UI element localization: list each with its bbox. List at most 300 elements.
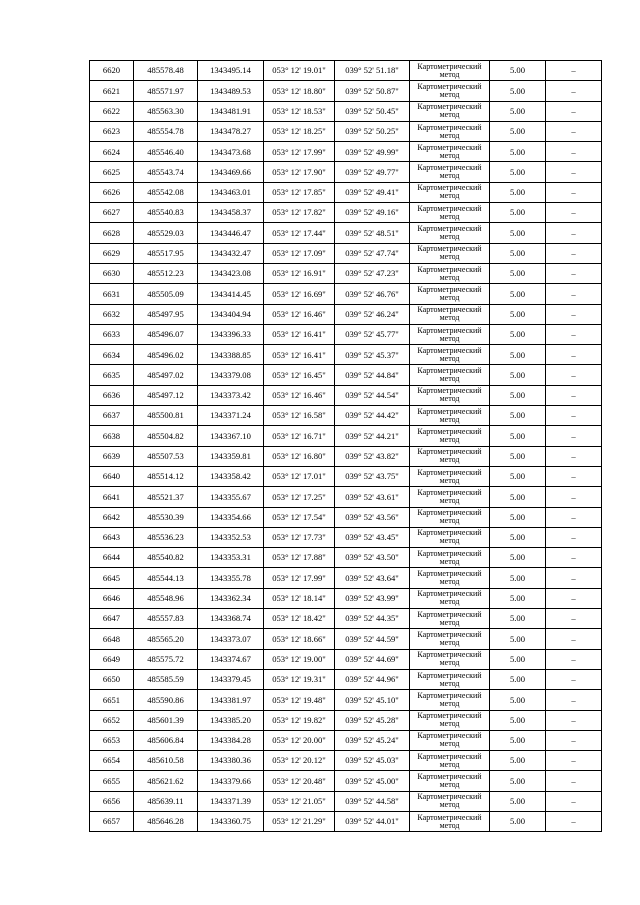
table-row [90, 548, 602, 568]
point-number-cell: 6646 [90, 588, 134, 608]
longitude-cell: 039° 52' 44.58" [335, 791, 410, 811]
longitude-cell: 039° 52' 45.24" [335, 730, 410, 750]
longitude-cell: 039° 52' 49.16" [335, 203, 410, 223]
point-number-cell: 6626 [90, 182, 134, 202]
longitude-cell: 039° 52' 44.35" [335, 609, 410, 629]
accuracy-cell: 5.00 [490, 548, 546, 568]
note-cell: – [546, 223, 602, 243]
note-cell: – [546, 649, 602, 669]
point-number-cell: 6624 [90, 142, 134, 162]
accuracy-cell: 5.00 [490, 61, 546, 81]
note-cell: – [546, 243, 602, 263]
coordinates-table [89, 60, 602, 832]
x-coordinate-cell: 485575.72 [134, 649, 198, 669]
x-coordinate-cell: 485557.83 [134, 609, 198, 629]
note-cell: – [546, 588, 602, 608]
x-coordinate-cell: 485517.95 [134, 243, 198, 263]
latitude-cell: 053° 12' 19.48" [264, 690, 335, 710]
note-cell: – [546, 345, 602, 365]
point-number-cell: 6651 [90, 690, 134, 710]
latitude-cell: 053° 12' 16.91" [264, 263, 335, 283]
longitude-cell: 039° 52' 45.77" [335, 324, 410, 344]
table-row [90, 385, 602, 405]
accuracy-cell: 5.00 [490, 466, 546, 486]
point-number-cell: 6657 [90, 811, 134, 831]
method-cell: Картометрический метод [410, 487, 490, 507]
table-row [90, 203, 602, 223]
x-coordinate-cell: 485504.82 [134, 426, 198, 446]
latitude-cell: 053° 12' 17.73" [264, 527, 335, 547]
note-cell: – [546, 182, 602, 202]
latitude-cell: 053° 12' 16.71" [264, 426, 335, 446]
accuracy-cell: 5.00 [490, 751, 546, 771]
y-coordinate-cell: 1343352.53 [198, 527, 264, 547]
note-cell: – [546, 121, 602, 141]
table-row [90, 811, 602, 831]
x-coordinate-cell: 485554.78 [134, 121, 198, 141]
longitude-cell: 039° 52' 49.77" [335, 162, 410, 182]
accuracy-cell: 5.00 [490, 811, 546, 831]
latitude-cell: 053° 12' 21.29" [264, 811, 335, 831]
method-cell: Картометрический метод [410, 182, 490, 202]
y-coordinate-cell: 1343354.66 [198, 507, 264, 527]
note-cell: – [546, 487, 602, 507]
point-number-cell: 6622 [90, 101, 134, 121]
accuracy-cell: 5.00 [490, 507, 546, 527]
latitude-cell: 053° 12' 16.46" [264, 385, 335, 405]
latitude-cell: 053° 12' 17.85" [264, 182, 335, 202]
latitude-cell: 053° 12' 16.41" [264, 324, 335, 344]
y-coordinate-cell: 1343404.94 [198, 304, 264, 324]
y-coordinate-cell: 1343371.39 [198, 791, 264, 811]
note-cell: – [546, 609, 602, 629]
table-row [90, 771, 602, 791]
longitude-cell: 039° 52' 49.41" [335, 182, 410, 202]
accuracy-cell: 5.00 [490, 345, 546, 365]
note-cell: – [546, 426, 602, 446]
point-number-cell: 6654 [90, 751, 134, 771]
table-row [90, 223, 602, 243]
method-cell: Картометрический метод [410, 324, 490, 344]
method-cell: Картометрический метод [410, 629, 490, 649]
method-cell: Картометрический метод [410, 649, 490, 669]
accuracy-cell: 5.00 [490, 263, 546, 283]
latitude-cell: 053° 12' 20.00" [264, 730, 335, 750]
y-coordinate-cell: 1343373.07 [198, 629, 264, 649]
y-coordinate-cell: 1343495.14 [198, 61, 264, 81]
method-cell: Картометрический метод [410, 61, 490, 81]
y-coordinate-cell: 1343388.85 [198, 345, 264, 365]
accuracy-cell: 5.00 [490, 121, 546, 141]
y-coordinate-cell: 1343379.08 [198, 365, 264, 385]
y-coordinate-cell: 1343367.10 [198, 426, 264, 446]
note-cell: – [546, 791, 602, 811]
longitude-cell: 039° 52' 43.64" [335, 568, 410, 588]
longitude-cell: 039° 52' 44.42" [335, 406, 410, 426]
x-coordinate-cell: 485514.12 [134, 466, 198, 486]
table-row [90, 446, 602, 466]
accuracy-cell: 5.00 [490, 649, 546, 669]
x-coordinate-cell: 485496.02 [134, 345, 198, 365]
longitude-cell: 039° 52' 49.99" [335, 142, 410, 162]
point-number-cell: 6621 [90, 81, 134, 101]
y-coordinate-cell: 1343458.37 [198, 203, 264, 223]
table-row [90, 324, 602, 344]
accuracy-cell: 5.00 [490, 365, 546, 385]
accuracy-cell: 5.00 [490, 426, 546, 446]
note-cell: – [546, 142, 602, 162]
method-cell: Картометрический метод [410, 527, 490, 547]
y-coordinate-cell: 1343384.28 [198, 730, 264, 750]
method-cell: Картометрический метод [410, 690, 490, 710]
longitude-cell: 039° 52' 48.51" [335, 223, 410, 243]
latitude-cell: 053° 12' 18.25" [264, 121, 335, 141]
accuracy-cell: 5.00 [490, 304, 546, 324]
latitude-cell: 053° 12' 16.41" [264, 345, 335, 365]
method-cell: Картометрический метод [410, 263, 490, 283]
point-number-cell: 6633 [90, 324, 134, 344]
x-coordinate-cell: 485507.53 [134, 446, 198, 466]
latitude-cell: 053° 12' 20.12" [264, 751, 335, 771]
method-cell: Картометрический метод [410, 751, 490, 771]
latitude-cell: 053° 12' 18.14" [264, 588, 335, 608]
accuracy-cell: 5.00 [490, 588, 546, 608]
y-coordinate-cell: 1343353.31 [198, 548, 264, 568]
longitude-cell: 039° 52' 45.28" [335, 710, 410, 730]
point-number-cell: 6653 [90, 730, 134, 750]
y-coordinate-cell: 1343385.20 [198, 710, 264, 730]
point-number-cell: 6629 [90, 243, 134, 263]
method-cell: Картометрический метод [410, 243, 490, 263]
table-row [90, 791, 602, 811]
latitude-cell: 053° 12' 19.01" [264, 61, 335, 81]
latitude-cell: 053° 12' 17.99" [264, 568, 335, 588]
note-cell: – [546, 710, 602, 730]
table-body [90, 61, 602, 832]
point-number-cell: 6632 [90, 304, 134, 324]
method-cell: Картометрический метод [410, 203, 490, 223]
latitude-cell: 053° 12' 18.53" [264, 101, 335, 121]
point-number-cell: 6645 [90, 568, 134, 588]
x-coordinate-cell: 485497.95 [134, 304, 198, 324]
table-row [90, 609, 602, 629]
method-cell: Картометрический метод [410, 548, 490, 568]
longitude-cell: 039° 52' 44.96" [335, 669, 410, 689]
y-coordinate-cell: 1343463.01 [198, 182, 264, 202]
note-cell: – [546, 568, 602, 588]
x-coordinate-cell: 485497.02 [134, 365, 198, 385]
accuracy-cell: 5.00 [490, 81, 546, 101]
method-cell: Картометрический метод [410, 669, 490, 689]
longitude-cell: 039° 52' 44.84" [335, 365, 410, 385]
table-row [90, 507, 602, 527]
method-cell: Картометрический метод [410, 304, 490, 324]
note-cell: – [546, 203, 602, 223]
latitude-cell: 053° 12' 20.48" [264, 771, 335, 791]
latitude-cell: 053° 12' 19.00" [264, 649, 335, 669]
accuracy-cell: 5.00 [490, 182, 546, 202]
accuracy-cell: 5.00 [490, 446, 546, 466]
x-coordinate-cell: 485590.86 [134, 690, 198, 710]
x-coordinate-cell: 485563.30 [134, 101, 198, 121]
table-row [90, 365, 602, 385]
note-cell: – [546, 466, 602, 486]
accuracy-cell: 5.00 [490, 791, 546, 811]
note-cell: – [546, 406, 602, 426]
point-number-cell: 6650 [90, 669, 134, 689]
note-cell: – [546, 101, 602, 121]
longitude-cell: 039° 52' 44.69" [335, 649, 410, 669]
method-cell: Картометрический метод [410, 223, 490, 243]
x-coordinate-cell: 485610.58 [134, 751, 198, 771]
point-number-cell: 6638 [90, 426, 134, 446]
note-cell: – [546, 162, 602, 182]
latitude-cell: 053° 12' 17.88" [264, 548, 335, 568]
note-cell: – [546, 811, 602, 831]
note-cell: – [546, 81, 602, 101]
method-cell: Картометрический метод [410, 507, 490, 527]
note-cell: – [546, 284, 602, 304]
note-cell: – [546, 263, 602, 283]
y-coordinate-cell: 1343396.33 [198, 324, 264, 344]
method-cell: Картометрический метод [410, 162, 490, 182]
table-row [90, 162, 602, 182]
method-cell: Картометрический метод [410, 466, 490, 486]
point-number-cell: 6630 [90, 263, 134, 283]
x-coordinate-cell: 485544.13 [134, 568, 198, 588]
longitude-cell: 039° 52' 46.76" [335, 284, 410, 304]
table-row [90, 81, 602, 101]
longitude-cell: 039° 52' 43.82" [335, 446, 410, 466]
table-row [90, 710, 602, 730]
table-row [90, 588, 602, 608]
table-row [90, 527, 602, 547]
y-coordinate-cell: 1343355.78 [198, 568, 264, 588]
accuracy-cell: 5.00 [490, 406, 546, 426]
method-cell: Картометрический метод [410, 142, 490, 162]
method-cell: Картометрический метод [410, 121, 490, 141]
note-cell: – [546, 771, 602, 791]
x-coordinate-cell: 485521.37 [134, 487, 198, 507]
point-number-cell: 6647 [90, 609, 134, 629]
accuracy-cell: 5.00 [490, 609, 546, 629]
accuracy-cell: 5.00 [490, 527, 546, 547]
table-row [90, 284, 602, 304]
method-cell: Картометрический метод [410, 284, 490, 304]
table-row [90, 690, 602, 710]
y-coordinate-cell: 1343469.66 [198, 162, 264, 182]
table-row [90, 243, 602, 263]
point-number-cell: 6640 [90, 466, 134, 486]
x-coordinate-cell: 485548.96 [134, 588, 198, 608]
method-cell: Картометрический метод [410, 568, 490, 588]
y-coordinate-cell: 1343478.27 [198, 121, 264, 141]
latitude-cell: 053° 12' 17.25" [264, 487, 335, 507]
table-row [90, 61, 602, 81]
longitude-cell: 039° 52' 44.59" [335, 629, 410, 649]
x-coordinate-cell: 485578.48 [134, 61, 198, 81]
y-coordinate-cell: 1343371.24 [198, 406, 264, 426]
point-number-cell: 6627 [90, 203, 134, 223]
method-cell: Картометрический метод [410, 426, 490, 446]
x-coordinate-cell: 485496.07 [134, 324, 198, 344]
point-number-cell: 6623 [90, 121, 134, 141]
latitude-cell: 053° 12' 16.80" [264, 446, 335, 466]
x-coordinate-cell: 485540.82 [134, 548, 198, 568]
table-row [90, 304, 602, 324]
accuracy-cell: 5.00 [490, 324, 546, 344]
point-number-cell: 6620 [90, 61, 134, 81]
note-cell: – [546, 730, 602, 750]
x-coordinate-cell: 485530.39 [134, 507, 198, 527]
latitude-cell: 053° 12' 16.46" [264, 304, 335, 324]
longitude-cell: 039° 52' 43.75" [335, 466, 410, 486]
point-number-cell: 6637 [90, 406, 134, 426]
method-cell: Картометрический метод [410, 406, 490, 426]
point-number-cell: 6655 [90, 771, 134, 791]
table-row [90, 426, 602, 446]
accuracy-cell: 5.00 [490, 243, 546, 263]
y-coordinate-cell: 1343360.75 [198, 811, 264, 831]
note-cell: – [546, 690, 602, 710]
longitude-cell: 039° 52' 47.74" [335, 243, 410, 263]
x-coordinate-cell: 485500.81 [134, 406, 198, 426]
accuracy-cell: 5.00 [490, 487, 546, 507]
longitude-cell: 039° 52' 43.61" [335, 487, 410, 507]
longitude-cell: 039° 52' 50.25" [335, 121, 410, 141]
point-number-cell: 6625 [90, 162, 134, 182]
method-cell: Картометрический метод [410, 791, 490, 811]
accuracy-cell: 5.00 [490, 669, 546, 689]
note-cell: – [546, 365, 602, 385]
x-coordinate-cell: 485540.83 [134, 203, 198, 223]
accuracy-cell: 5.00 [490, 385, 546, 405]
y-coordinate-cell: 1343489.53 [198, 81, 264, 101]
point-number-cell: 6652 [90, 710, 134, 730]
note-cell: – [546, 324, 602, 344]
latitude-cell: 053° 12' 16.58" [264, 406, 335, 426]
table-row [90, 345, 602, 365]
longitude-cell: 039° 52' 50.45" [335, 101, 410, 121]
accuracy-cell: 5.00 [490, 771, 546, 791]
x-coordinate-cell: 485646.28 [134, 811, 198, 831]
latitude-cell: 053° 12' 17.01" [264, 466, 335, 486]
accuracy-cell: 5.00 [490, 101, 546, 121]
y-coordinate-cell: 1343481.91 [198, 101, 264, 121]
note-cell: – [546, 669, 602, 689]
method-cell: Картометрический метод [410, 345, 490, 365]
latitude-cell: 053° 12' 17.99" [264, 142, 335, 162]
table-row [90, 142, 602, 162]
x-coordinate-cell: 485505.09 [134, 284, 198, 304]
y-coordinate-cell: 1343432.47 [198, 243, 264, 263]
latitude-cell: 053° 12' 16.69" [264, 284, 335, 304]
x-coordinate-cell: 485542.08 [134, 182, 198, 202]
longitude-cell: 039° 52' 43.56" [335, 507, 410, 527]
point-number-cell: 6631 [90, 284, 134, 304]
y-coordinate-cell: 1343373.42 [198, 385, 264, 405]
table-row [90, 629, 602, 649]
longitude-cell: 039° 52' 43.99" [335, 588, 410, 608]
longitude-cell: 039° 52' 44.21" [335, 426, 410, 446]
accuracy-cell: 5.00 [490, 162, 546, 182]
longitude-cell: 039° 52' 51.18" [335, 61, 410, 81]
method-cell: Картометрический метод [410, 609, 490, 629]
method-cell: Картометрический метод [410, 365, 490, 385]
longitude-cell: 039° 52' 45.03" [335, 751, 410, 771]
x-coordinate-cell: 485639.11 [134, 791, 198, 811]
y-coordinate-cell: 1343414.45 [198, 284, 264, 304]
note-cell: – [546, 446, 602, 466]
y-coordinate-cell: 1343380.36 [198, 751, 264, 771]
method-cell: Картометрический метод [410, 710, 490, 730]
longitude-cell: 039° 52' 45.37" [335, 345, 410, 365]
longitude-cell: 039° 52' 44.01" [335, 811, 410, 831]
table-row [90, 406, 602, 426]
method-cell: Картометрический метод [410, 730, 490, 750]
latitude-cell: 053° 12' 16.45" [264, 365, 335, 385]
point-number-cell: 6635 [90, 365, 134, 385]
x-coordinate-cell: 485601.39 [134, 710, 198, 730]
method-cell: Картометрический метод [410, 811, 490, 831]
y-coordinate-cell: 1343379.66 [198, 771, 264, 791]
method-cell: Картометрический метод [410, 446, 490, 466]
method-cell: Картометрический метод [410, 81, 490, 101]
table-row [90, 669, 602, 689]
accuracy-cell: 5.00 [490, 690, 546, 710]
latitude-cell: 053° 12' 21.05" [264, 791, 335, 811]
x-coordinate-cell: 485546.40 [134, 142, 198, 162]
point-number-cell: 6649 [90, 649, 134, 669]
longitude-cell: 039° 52' 47.23" [335, 263, 410, 283]
latitude-cell: 053° 12' 17.90" [264, 162, 335, 182]
longitude-cell: 039° 52' 44.54" [335, 385, 410, 405]
note-cell: – [546, 527, 602, 547]
latitude-cell: 053° 12' 17.44" [264, 223, 335, 243]
point-number-cell: 6628 [90, 223, 134, 243]
accuracy-cell: 5.00 [490, 142, 546, 162]
note-cell: – [546, 507, 602, 527]
accuracy-cell: 5.00 [490, 203, 546, 223]
note-cell: – [546, 629, 602, 649]
y-coordinate-cell: 1343423.08 [198, 263, 264, 283]
longitude-cell: 039° 52' 43.45" [335, 527, 410, 547]
latitude-cell: 053° 12' 19.82" [264, 710, 335, 730]
note-cell: – [546, 751, 602, 771]
y-coordinate-cell: 1343381.97 [198, 690, 264, 710]
accuracy-cell: 5.00 [490, 284, 546, 304]
table-row [90, 182, 602, 202]
latitude-cell: 053° 12' 18.42" [264, 609, 335, 629]
point-number-cell: 6656 [90, 791, 134, 811]
y-coordinate-cell: 1343473.68 [198, 142, 264, 162]
table-row [90, 487, 602, 507]
latitude-cell: 053° 12' 18.66" [264, 629, 335, 649]
x-coordinate-cell: 485497.12 [134, 385, 198, 405]
point-number-cell: 6643 [90, 527, 134, 547]
note-cell: – [546, 385, 602, 405]
table-row [90, 730, 602, 750]
accuracy-cell: 5.00 [490, 629, 546, 649]
method-cell: Картометрический метод [410, 101, 490, 121]
x-coordinate-cell: 485565.20 [134, 629, 198, 649]
y-coordinate-cell: 1343359.81 [198, 446, 264, 466]
x-coordinate-cell: 485571.97 [134, 81, 198, 101]
table-row [90, 101, 602, 121]
y-coordinate-cell: 1343379.45 [198, 669, 264, 689]
note-cell: – [546, 304, 602, 324]
y-coordinate-cell: 1343446.47 [198, 223, 264, 243]
